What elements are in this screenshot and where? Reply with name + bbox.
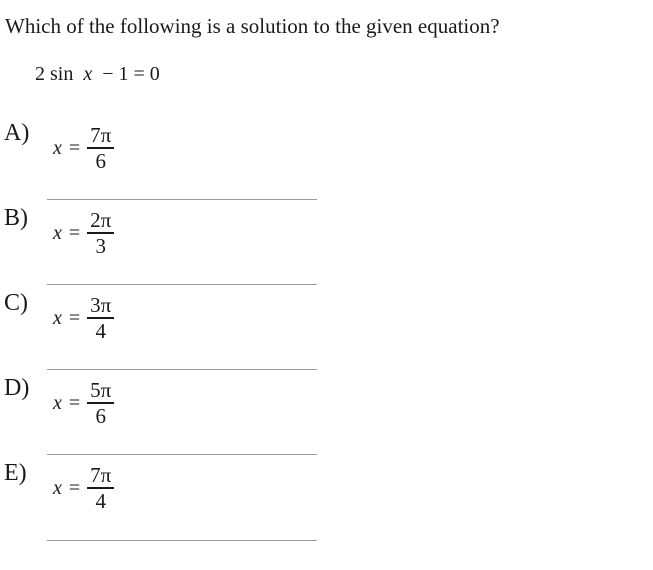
fraction: [87, 124, 114, 172]
option-row-e[interactable]: [4, 460, 114, 512]
divider-line: [47, 369, 317, 370]
option-expression-b: [53, 209, 114, 257]
fraction-numerator: 5π: [90, 378, 112, 402]
fraction-numerator: 7π: [90, 463, 112, 487]
fraction: [87, 209, 114, 257]
equals-sign: =: [68, 136, 81, 159]
divider-line: [47, 454, 317, 455]
variable-x: x: [53, 306, 62, 329]
option-label-b: B): [4, 205, 28, 231]
fraction: [87, 379, 114, 427]
option-expression-a: [53, 124, 114, 172]
divider-line: [47, 540, 317, 541]
option-label-c: C): [4, 290, 28, 316]
question-title: Which of the following is a solution to the given equation?: [5, 14, 500, 38]
equals-sign: =: [68, 476, 81, 499]
option-expression-c: [53, 294, 114, 342]
equation-suffix: − 1 = 0: [102, 63, 160, 85]
fraction-numerator: 7π: [90, 123, 112, 147]
fraction: [87, 464, 114, 512]
option-row-b[interactable]: [4, 205, 114, 257]
equals-sign: =: [68, 306, 81, 329]
variable-x: x: [53, 391, 62, 414]
fraction-numerator: 3π: [90, 293, 112, 317]
fraction-denominator: 6: [95, 149, 106, 174]
fraction-denominator: 6: [95, 404, 106, 429]
option-label-a: A): [4, 120, 30, 146]
divider-line: [47, 284, 317, 285]
divider-line: [47, 199, 317, 200]
option-row-a[interactable]: [4, 120, 114, 172]
given-equation: [35, 63, 160, 86]
variable-x: x: [53, 136, 62, 159]
option-label-e: E): [4, 460, 27, 486]
equals-sign: =: [68, 221, 81, 244]
option-expression-d: [53, 379, 114, 427]
equation-variable: x: [83, 63, 93, 85]
equation-prefix: 2 sin: [35, 63, 74, 85]
fraction-numerator: 2π: [90, 208, 112, 232]
option-label-d: D): [4, 375, 30, 401]
fraction-denominator: 3: [95, 234, 106, 259]
variable-x: x: [53, 476, 62, 499]
equals-sign: =: [68, 391, 81, 414]
fraction: [87, 294, 114, 342]
option-row-c[interactable]: [4, 290, 114, 342]
fraction-denominator: 4: [95, 489, 106, 514]
fraction-denominator: 4: [95, 319, 106, 344]
variable-x: x: [53, 221, 62, 244]
option-row-d[interactable]: [4, 375, 114, 427]
option-expression-e: [53, 464, 114, 512]
